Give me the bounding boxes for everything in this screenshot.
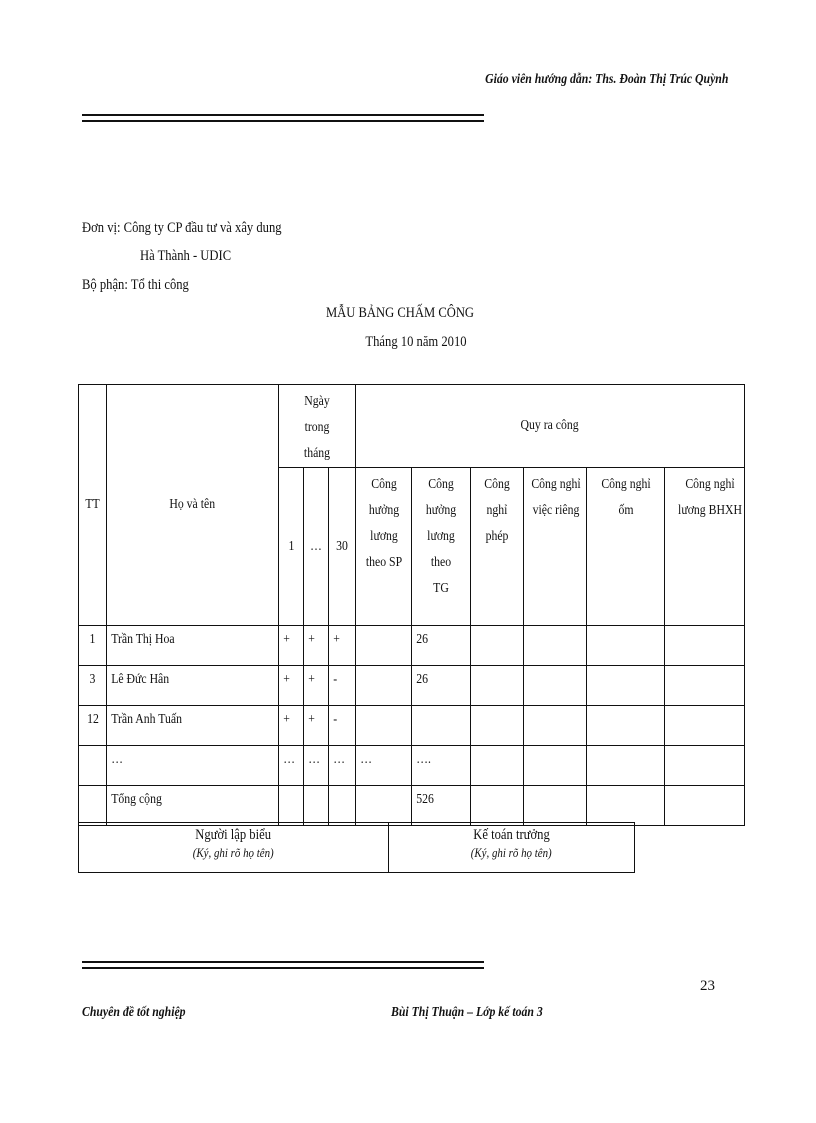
cell-q2: 26 bbox=[412, 626, 471, 666]
cell-q5 bbox=[587, 626, 665, 666]
header-advisor: Giáo viên hướng dẫn: Ths. Đoàn Thị Trúc Quỳnh bbox=[485, 72, 729, 87]
cell-q6 bbox=[665, 666, 745, 706]
cell-q4 bbox=[524, 746, 587, 786]
cell-q3 bbox=[471, 746, 524, 786]
unit-line-2: Hà Thành - UDIC bbox=[140, 248, 232, 264]
table-row bbox=[79, 626, 745, 666]
cell-q6 bbox=[665, 706, 745, 746]
cell-d3 bbox=[329, 786, 356, 826]
chief-accountant-note: (Ký, ghi rõ họ tên) bbox=[471, 845, 552, 860]
cell-q1 bbox=[356, 786, 412, 826]
footer-rule-top bbox=[82, 961, 484, 963]
day-col-ellipsis: … bbox=[304, 468, 329, 626]
cell-d2: + bbox=[304, 666, 329, 706]
quy-col-bhxh: Công nghỉ lương BHXH bbox=[665, 468, 745, 626]
cell-q6 bbox=[665, 746, 745, 786]
chief-accountant-title: Kế toán trưởng bbox=[473, 827, 550, 843]
cell-d2: … bbox=[304, 746, 329, 786]
cell-name: Trần Thị Hoa bbox=[107, 626, 279, 666]
cell-name: Trần Anh Tuấn bbox=[107, 706, 279, 746]
quy-col-phep: Công nghỉ phép bbox=[471, 468, 524, 626]
cell-q5 bbox=[587, 786, 665, 826]
quy-col-sp: Công hưởng lương theo SP bbox=[356, 468, 412, 626]
cell-q1 bbox=[356, 706, 412, 746]
table-row bbox=[79, 746, 745, 786]
footer-rule-bottom bbox=[82, 967, 484, 969]
cell-q4 bbox=[524, 626, 587, 666]
cell-q5 bbox=[587, 666, 665, 706]
cell-q4 bbox=[524, 786, 587, 826]
cell-d2: + bbox=[304, 626, 329, 666]
signature-chief-accountant bbox=[388, 822, 635, 873]
table-row bbox=[79, 706, 745, 746]
cell-d2 bbox=[304, 786, 329, 826]
cell-q3 bbox=[471, 666, 524, 706]
header-days: Ngày trong tháng bbox=[279, 385, 356, 468]
document-subtitle: Tháng 10 năm 2010 bbox=[365, 334, 467, 350]
quy-col-tg: Công hưởng lương theo TG bbox=[412, 468, 471, 626]
cell-d1: + bbox=[279, 626, 304, 666]
table-row bbox=[79, 666, 745, 706]
cell-tt: 1 bbox=[79, 626, 107, 666]
header-tt: TT bbox=[79, 385, 107, 626]
cell-q6 bbox=[665, 786, 745, 826]
cell-name: … bbox=[107, 746, 279, 786]
department-line: Bộ phận: Tổ thi công bbox=[82, 277, 189, 293]
cell-tt: 12 bbox=[79, 706, 107, 746]
cell-d3: + bbox=[329, 626, 356, 666]
cell-q1 bbox=[356, 666, 412, 706]
cell-d3: - bbox=[329, 666, 356, 706]
unit-line: Đơn vị: Công ty CP đầu tư và xây dung bbox=[82, 220, 282, 236]
table-row bbox=[79, 786, 745, 826]
header-quy-ra-cong: Quy ra công bbox=[356, 385, 745, 468]
header-rule-bottom bbox=[82, 120, 484, 122]
cell-q1: … bbox=[356, 746, 412, 786]
cell-d1: … bbox=[279, 746, 304, 786]
day-col-1: 1 bbox=[279, 468, 304, 626]
cell-q4 bbox=[524, 666, 587, 706]
cell-q3 bbox=[471, 626, 524, 666]
cell-q3 bbox=[471, 706, 524, 746]
quy-col-viec-rieng: Công nghỉ việc riêng bbox=[524, 468, 587, 626]
cell-q5 bbox=[587, 706, 665, 746]
cell-q6 bbox=[665, 626, 745, 666]
cell-tt bbox=[79, 786, 107, 826]
cell-name: Lê Đức Hân bbox=[107, 666, 279, 706]
preparer-note: (Ký, ghi rõ họ tên) bbox=[193, 845, 274, 860]
cell-d2: + bbox=[304, 706, 329, 746]
quy-col-om: Công nghỉ ốm bbox=[587, 468, 665, 626]
header-rule-top bbox=[82, 114, 484, 116]
cell-d3: … bbox=[329, 746, 356, 786]
cell-q3 bbox=[471, 786, 524, 826]
cell-d1: + bbox=[279, 706, 304, 746]
cell-q2 bbox=[412, 706, 471, 746]
cell-q1 bbox=[356, 626, 412, 666]
day-col-30: 30 bbox=[329, 468, 356, 626]
cell-name: Tổng cộng bbox=[107, 786, 279, 826]
cell-tt bbox=[79, 746, 107, 786]
cell-q2: …. bbox=[412, 746, 471, 786]
signature-preparer bbox=[78, 822, 389, 873]
cell-d1: + bbox=[279, 666, 304, 706]
cell-d1 bbox=[279, 786, 304, 826]
timesheet-table bbox=[78, 384, 745, 826]
cell-q2: 26 bbox=[412, 666, 471, 706]
footer-left: Chuyên đề tốt nghiệp bbox=[82, 1005, 186, 1020]
cell-q2: 526 bbox=[412, 786, 471, 826]
cell-q4 bbox=[524, 706, 587, 746]
document-title: MẪU BẢNG CHẤM CÔNG bbox=[325, 305, 475, 321]
cell-tt: 3 bbox=[79, 666, 107, 706]
header-name: Họ và tên bbox=[107, 385, 279, 626]
cell-d3: - bbox=[329, 706, 356, 746]
page-number: 23 bbox=[700, 978, 715, 994]
cell-q5 bbox=[587, 746, 665, 786]
preparer-title: Người lập biểu bbox=[195, 827, 272, 843]
footer-right: Bùi Thị Thuận – Lớp kế toán 3 bbox=[391, 1005, 543, 1020]
